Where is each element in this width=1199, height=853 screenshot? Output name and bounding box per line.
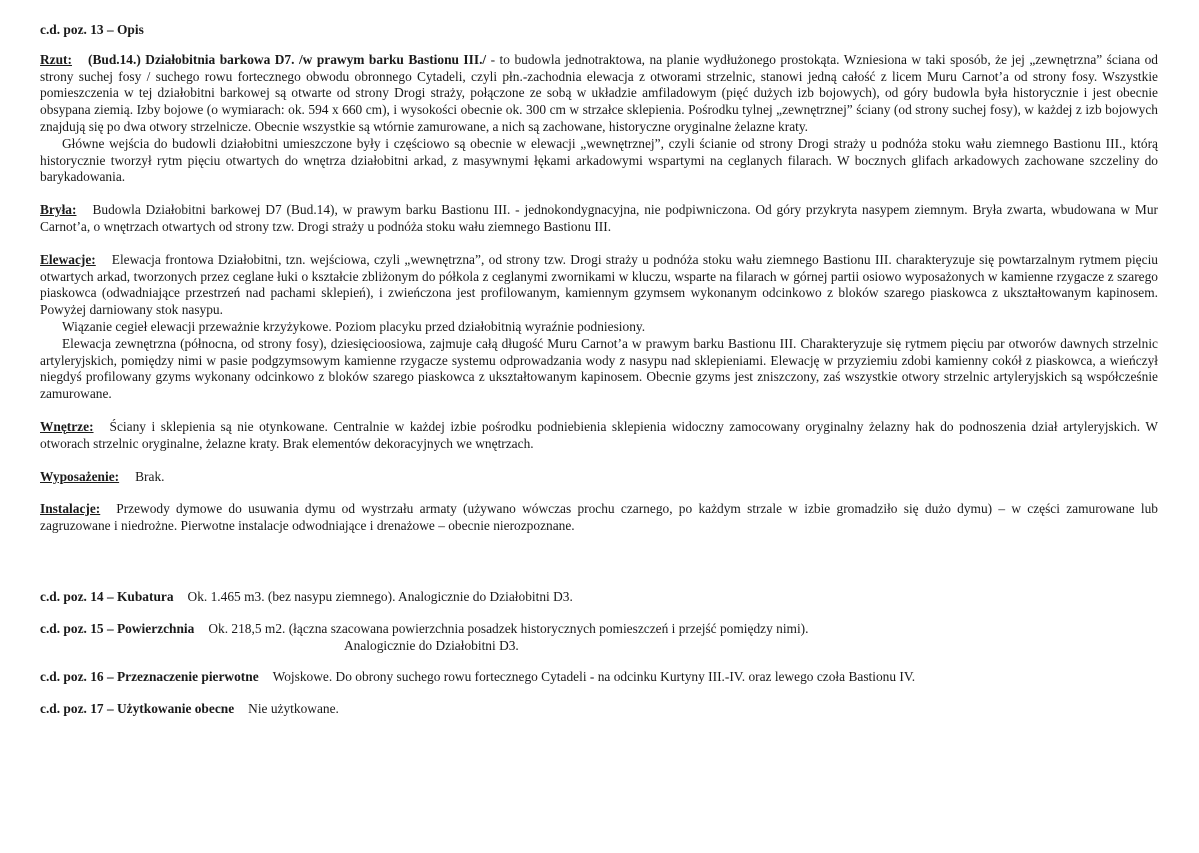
section-rzut	[40, 52, 1158, 186]
elewacje-paragraph-3: Elewacja zewnętrzna (północna, od strony fosy), dziesięcioosiowa, zajmuje całą długość Muru Carnot’a w prawym barku Bastionu III. Charakteryzuje się rytmem pięciu par otworów dawnych strzelnic artyleryjskich, pomiędzy nimi w pasie podgzymsowym kamienne rzygacze systemu odprowadzania wody z nasypu nad sklepieniami. Elewację w przyziemiu zdobi kamienny cokół z piaskowca, a wieńczył niegdyś profilowany gzyms wykonany odcinkowo z bloków szarego piaskowca z ukształtowanym kapinosem. Obecnie gzyms jest zniszczony, zaś wszystkie otwory strzelnic artyleryjskich są współcześnie zamurowane.	[40, 335, 1158, 402]
elewacje-text-1: Elewacja frontowa Działobitni, tzn. wejściowa, czyli „wewnętrzna”, od strony tzw. Drogi straży u podnóża stoku wału ziemnego Bastionu III. charakteryzuje się powtarzalnym rytmem pięciu otwartych arkad, tworzonych przez ceglane łuki o kształcie zbliżonym do półkola z ceglanymi zwornikami w kluczu, wsparte na filarach w górnej partii osiowo wyposażonych w kamienne rzygacze z szarego piaskowca (odwadniające przestrzeń nad pachami sklepień), i zwieńczona jest profilowanym, kamiennym gzymsem wykonanym odcinkowo z bloków szarego piaskowca z ukształtowanym kapinosem. Powyżej darniowany stok nasypu.	[40, 251, 1158, 318]
rzut-label: Rzut:	[40, 51, 72, 67]
wyposazenie-label: Wyposażenie:	[40, 468, 120, 484]
elewacje-paragraph-2: Wiązanie cegieł elewacji przeważnie krzyżykowe. Poziom placyku przed działobitnią wyraźnie podniesiony.	[62, 318, 646, 334]
wnetrze-paragraph	[40, 419, 1158, 453]
elewacje-paragraph-1	[40, 252, 1158, 319]
position-15-powierzchnia	[40, 621, 1158, 655]
position-14-kubatura	[40, 589, 1158, 606]
section-wyposazenie	[40, 469, 1158, 486]
rzut-paragraph-1	[40, 52, 1158, 136]
position-15-value: Ok. 218,5 m2. (łączna szacowana powierzchnia posadzek historycznych pomieszczeń i przejść pomiędzy nimi).	[208, 620, 809, 636]
bryla-paragraph	[40, 202, 1158, 236]
rzut-text-1: - to budowla jednotraktowa, na planie wydłużonego prostokąta. Wzniesiona w taki sposób, że jej „zewnętrzna” ściana od strony suchej fosy / suchego rowu fortecznego obwodu obronnego Cytadeli, czyli płn.-zachodnia elewacja z otworami strzelnic, stanowi jedną całość z licem Muru Carnot’a od strony fosy. Wszystkie pomieszczenia w tej działobitni barkowej są otwarte od strony Drogi straży, połączone ze sobą w układzie amfiladowym (pięć dużych izb bojowych), od góry budowla była historycznie i jest obecnie obsypana ziemią. Izby bojowe (o wymiarach: ok. 594 x 660 cm), i wysokości obecnie ok. 300 cm w strzałce sklepienia. Pośrodku tylnej „zewnętrznej” ściany (od strony suchej fosy), w każdej z izb bojowych znajdują się po dwa otwory strzelnicze. Obecnie wszystkie są wtórnie zamurowane, a nich są zachowane, historyczne oryginalne żelazne kraty.	[40, 51, 1158, 134]
instalacje-paragraph	[40, 501, 1158, 535]
position-15-key: c.d. poz. 15 – Powierzchnia	[40, 620, 195, 636]
spacer	[40, 551, 1158, 589]
position-14-key: c.d. poz. 14 – Kubatura	[40, 588, 174, 604]
section-wnetrze	[40, 419, 1158, 453]
bryla-label: Bryła:	[40, 202, 77, 218]
position-17-value: Nie użytkowane.	[248, 701, 339, 717]
position-16-przeznaczenie	[40, 669, 1158, 686]
instalacje-text: Przewody dymowe do usuwania dymu od wystrzału armaty (używano wówczas prochu czarnego, po każdym strzale w izbie gromadziło się dużo dymu) – w części zamurowane lub zagruzowane i niedrożne. Pierwotne instalacje odwodniające i drenażowe – obecnie nierozpoznane.	[40, 501, 1158, 534]
wyposazenie-text: Brak.	[135, 468, 165, 484]
wnetrze-label: Wnętrze:	[40, 418, 94, 434]
section-bryla	[40, 202, 1158, 236]
wyposazenie-paragraph	[40, 469, 1158, 486]
bryla-text: Budowla Działobitni barkowej D7 (Bud.14), w prawym barku Bastionu III. - jednokondygnacyjna, nie podpiwniczona. Od góry przykryta nasypem ziemnym. Bryła zwarta, wbudowana w Mur Carnot’a, o wnętrzach otwartych od strony tzw. Drogi straży u podnóża stoku wału ziemnego Bastionu III.	[40, 202, 1158, 234]
section-instalacje	[40, 501, 1158, 535]
document-page	[40, 22, 1158, 733]
position-15-continuation: Analogicznie do Działobitni D3.	[344, 637, 519, 653]
position-16-key: c.d. poz. 16 – Przeznaczenie pierwotne	[40, 669, 259, 685]
wnetrze-text: Ściany i sklepienia są nie otynkowane. Centralnie w każdej izbie pośrodku podniebienia sklepienia widoczny zamocowany oryginalny żelazny hak do podnoszenia dział artyleryjskich. W otworach strzelnic oryginalne, żelazne kraty. Brak elementów dekoracyjnych we wnętrzach.	[40, 418, 1158, 451]
section-heading: c.d. poz. 13 – Opis	[40, 22, 144, 37]
instalacje-label: Instalacje:	[40, 501, 101, 517]
position-14-value: Ok. 1.465 m3. (bez nasypu ziemnego). Analogicznie do Działobitni D3.	[187, 588, 573, 604]
rzut-title: (Bud.14.) Działobitnia barkowa D7. /w prawym barku Bastionu III./	[87, 51, 487, 67]
position-17-key: c.d. poz. 17 – Użytkowanie obecne	[40, 701, 235, 717]
elewacje-label: Elewacje:	[40, 251, 96, 267]
rzut-paragraph-2: Główne wejścia do budowli działobitni umieszczone były i częściowo są obecnie w elewacji „wewnętrznej”, czyli ścianie od strony Drogi straży u podnóża stoku wału ziemnego Bastionu III., którą historycznie tworzył rytm pięciu otwartych do wnętrza działobitni arkad, z masywnymi łękami arkadowymi wspartymi na ceglanych filarach. W bocznych glifach arkadowych zachowane szczeliny do barykadowania.	[40, 135, 1158, 185]
section-elewacje	[40, 252, 1158, 403]
position-17-uzytkowanie	[40, 701, 1158, 718]
position-16-value: Wojskowe. Do obrony suchego rowu fortecznego Cytadeli - na odcinku Kurtyny III.-IV. oraz lewego czoła Bastionu IV.	[272, 669, 916, 685]
